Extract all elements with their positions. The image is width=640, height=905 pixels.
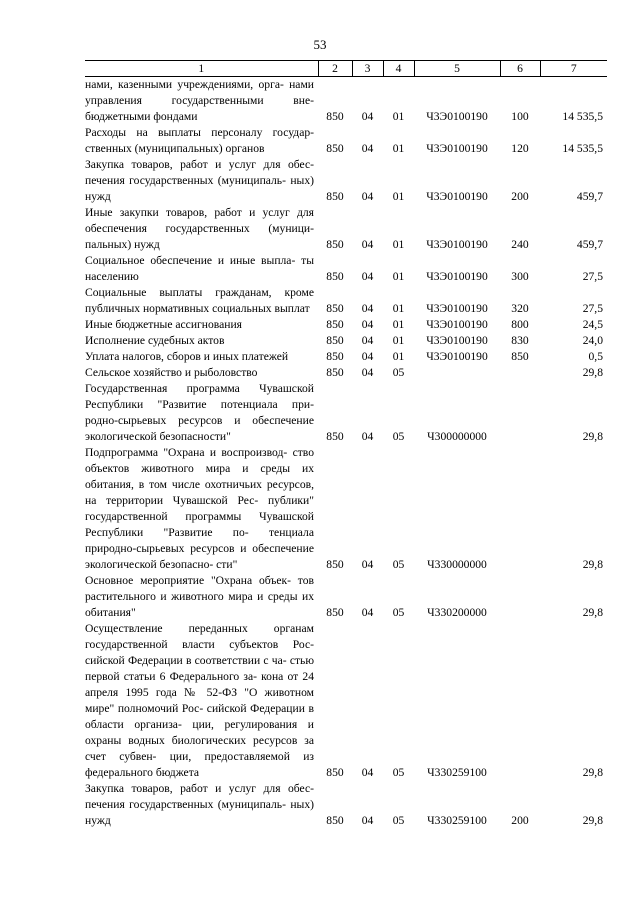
table-row [85, 573, 607, 621]
column-header: 4 [383, 61, 414, 77]
table-row [85, 253, 607, 285]
section-code-cell: 04 [361, 606, 374, 619]
section-code-cell: 04 [361, 238, 374, 251]
section-code-cell: 04 [361, 110, 374, 123]
target-item-code-cell: Ч3Э0100190 [426, 238, 488, 251]
amount-cell: 459,7 [576, 238, 603, 251]
ministry-code-cell: 850 [326, 302, 344, 315]
target-item-code-cell [414, 365, 500, 381]
column-header: 2 [318, 61, 352, 77]
section-code-cell: 04 [361, 366, 374, 379]
expense-type-code-cell [500, 573, 540, 621]
amount-cell: 29,8 [582, 814, 603, 827]
amount-cell: 29,8 [582, 430, 603, 443]
section-code-cell: 04 [361, 334, 374, 347]
subsection-code-cell: 01 [392, 334, 405, 347]
section-code-cell: 04 [361, 318, 374, 331]
subsection-code-cell: 01 [392, 190, 405, 203]
expense-type-code-cell: 200 [511, 814, 529, 827]
ministry-code-cell: 850 [326, 270, 344, 283]
subsection-code-cell: 05 [392, 430, 405, 443]
table-row [85, 317, 607, 333]
row-name-cell: Закупка товаров, работ и услуг для обес- печения государственных (муниципаль- ных) нужд [85, 158, 314, 203]
target-item-code-cell: Ч330200000 [427, 606, 487, 619]
page-number: 53 [313, 37, 327, 52]
section-code-cell: 04 [361, 142, 374, 155]
ministry-code-cell: 850 [326, 110, 344, 123]
table-row [85, 77, 607, 126]
target-item-code-cell: Ч3Э0100190 [426, 270, 488, 283]
ministry-code-cell: 850 [326, 366, 344, 379]
subsection-code-cell: 01 [392, 238, 405, 251]
ministry-code-cell: 850 [326, 814, 344, 827]
subsection-code-cell: 05 [392, 814, 405, 827]
table-row [85, 205, 607, 253]
subsection-code-cell: 01 [392, 142, 405, 155]
amount-cell: 29,8 [582, 366, 603, 379]
target-item-code-cell: Ч330259100 [427, 814, 487, 827]
expense-type-code-cell: 300 [511, 270, 529, 283]
ministry-code-cell: 850 [326, 350, 344, 363]
target-item-code-cell: Ч3Э0100190 [426, 318, 488, 331]
amount-cell: 24,5 [582, 318, 603, 331]
expense-type-code-cell: 200 [511, 190, 529, 203]
row-name-cell: Иные закупки товаров, работ и услуг для обеспечения государственных (муници- пальных) нужд [85, 206, 314, 251]
amount-cell: 459,7 [576, 190, 603, 203]
expense-type-code-cell: 120 [511, 142, 529, 155]
table-row [85, 381, 607, 445]
amount-cell: 27,5 [582, 270, 603, 283]
target-item-code-cell: Ч3Э0100190 [426, 110, 488, 123]
column-header: 1 [85, 61, 318, 77]
row-name-cell: Иные бюджетные ассигнования [85, 318, 242, 331]
expense-type-code-cell: 240 [511, 238, 529, 251]
table-row [85, 157, 607, 205]
amount-cell: 29,8 [582, 558, 603, 571]
row-name-cell: Исполнение судебных актов [85, 334, 225, 347]
row-name-cell: Сельское хозяйство и рыболовство [85, 366, 258, 379]
row-name-cell: нами, казенными учреждениями, орга- нами управления государственными вне- бюджетными фондами [85, 78, 314, 123]
row-name-cell: Уплата налогов, сборов и иных платежей [85, 350, 289, 363]
amount-cell: 14 535,5 [562, 142, 603, 155]
row-name-cell: Социальные выплаты гражданам, кроме публичных нормативных социальных выплат [85, 286, 314, 315]
section-code-cell: 04 [361, 270, 374, 283]
subsection-code-cell: 01 [392, 302, 405, 315]
table-header [85, 61, 607, 77]
table-row [85, 285, 607, 317]
section-code-cell: 04 [361, 814, 374, 827]
section-code-cell: 04 [361, 430, 374, 443]
row-name-cell: Социальное обеспечение и иные выпла- ты населению [85, 254, 314, 283]
amount-cell: 0,5 [588, 350, 603, 363]
table-row [85, 445, 607, 573]
amount-cell: 29,8 [582, 606, 603, 619]
expense-type-code-cell [500, 381, 540, 445]
ministry-code-cell: 850 [326, 318, 344, 331]
table-body [85, 77, 607, 830]
subsection-code-cell: 05 [392, 766, 405, 779]
subsection-code-cell: 01 [392, 318, 405, 331]
table-row [85, 365, 607, 381]
amount-cell: 24,0 [582, 334, 603, 347]
section-code-cell: 04 [361, 190, 374, 203]
ministry-code-cell: 850 [326, 430, 344, 443]
ministry-code-cell: 850 [326, 190, 344, 203]
ministry-code-cell: 850 [326, 238, 344, 251]
ministry-code-cell: 850 [326, 558, 344, 571]
subsection-code-cell: 05 [392, 366, 405, 379]
subsection-code-cell: 05 [392, 606, 405, 619]
target-item-code-cell: Ч3Э0100190 [426, 142, 488, 155]
expense-type-code-cell: 830 [511, 334, 529, 347]
column-header: 6 [500, 61, 540, 77]
target-item-code-cell: Ч330000000 [427, 558, 487, 571]
row-name-cell: Государственная программа Чувашской Республики "Развитие потенциала при- родно-сырьевых ресурсов и обеспечение экологической безопасности" [85, 382, 314, 443]
section-code-cell: 04 [361, 302, 374, 315]
section-code-cell: 04 [361, 558, 374, 571]
ministry-code-cell: 850 [326, 766, 344, 779]
subsection-code-cell: 01 [392, 270, 405, 283]
table-row [85, 621, 607, 781]
ministry-code-cell: 850 [326, 334, 344, 347]
target-item-code-cell: Ч3Э0100190 [426, 302, 488, 315]
target-item-code-cell: Ч3Э0100190 [426, 334, 488, 347]
target-item-code-cell: Ч330259100 [427, 766, 487, 779]
column-header: 3 [352, 61, 383, 77]
amount-cell: 29,8 [582, 766, 603, 779]
column-header: 7 [540, 61, 607, 77]
subsection-code-cell: 05 [392, 558, 405, 571]
row-name-cell: Подпрограмма "Охрана и воспроизвод- ство объектов животного мира и среды их обитания, в том числе охотничьих ресурсов, на территории Чувашской Рес- публики" государственной программы Чувашской Республики "Развитие по- тенциала природно-сырьевых ресурсов и обеспечение экологической безопасно- сти" [85, 446, 314, 571]
column-header: 5 [414, 61, 500, 77]
expense-type-code-cell: 850 [511, 350, 529, 363]
row-name-cell: Осуществление переданных органам государственной власти субъектов Рос- сийской Федерации в соответствии с ча- стью первой статьи 6 Федерального за- кона от 24 апреля 1995 года № 52-ФЗ "О животном мире" полномочий Рос- сийской Федерации в области организа- ции, регулирования и охраны водных биологических ресурсов за счет субвен- ции, предоставляемой из федерального бюджета [85, 622, 314, 779]
row-name-cell: Расходы на выплаты персоналу государ- ственных (муниципальных) органов [85, 126, 314, 155]
table-row [85, 125, 607, 157]
expense-type-code-cell [500, 621, 540, 781]
ministry-code-cell: 850 [326, 606, 344, 619]
expense-type-code-cell [500, 445, 540, 573]
budget-table [85, 60, 607, 829]
section-code-cell: 04 [361, 350, 374, 363]
subsection-code-cell: 01 [392, 350, 405, 363]
row-name-cell: Основное мероприятие "Охрана объек- тов растительного и животного мира и среды их обитания" [85, 574, 314, 619]
expense-type-code-cell: 100 [511, 110, 529, 123]
subsection-code-cell: 01 [392, 110, 405, 123]
table-row [85, 349, 607, 365]
amount-cell: 27,5 [582, 302, 603, 315]
section-code-cell: 04 [361, 766, 374, 779]
target-item-code-cell: Ч3Э0100190 [426, 190, 488, 203]
expense-type-code-cell: 800 [511, 318, 529, 331]
amount-cell: 14 535,5 [562, 110, 603, 123]
expense-type-code-cell [500, 365, 540, 381]
target-item-code-cell: Ч3Э0100190 [426, 350, 488, 363]
ministry-code-cell: 850 [326, 142, 344, 155]
table-row [85, 781, 607, 829]
target-item-code-cell: Ч300000000 [427, 430, 487, 443]
table-row [85, 333, 607, 349]
expense-type-code-cell: 320 [511, 302, 529, 315]
row-name-cell: Закупка товаров, работ и услуг для обес- печения государственных (муниципаль- ных) нужд [85, 782, 314, 827]
